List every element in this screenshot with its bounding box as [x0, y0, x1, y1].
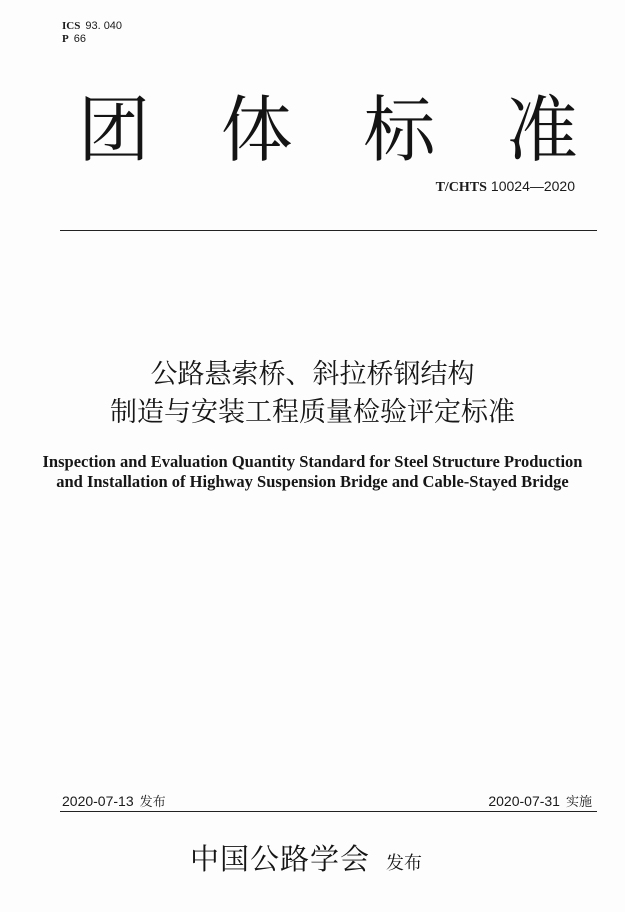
standard-number — [436, 178, 575, 196]
title-char: 标 — [363, 88, 436, 172]
english-title-line-1: Inspection and Evaluation Quantity Standard for Steel Structure Production — [42, 452, 583, 471]
bottom-divider — [60, 811, 597, 812]
issue-date-value: 2020-07-13 — [62, 793, 134, 809]
implementation-date-label: 实施 — [565, 795, 592, 810]
publisher-action: 发布 — [386, 853, 423, 874]
ics-label: ICS — [62, 20, 81, 32]
top-divider — [60, 230, 597, 231]
ccs-label: P — [62, 33, 69, 45]
title-char: 体 — [220, 88, 293, 172]
issue-date-label: 发布 — [139, 795, 166, 810]
publisher — [190, 840, 422, 878]
issue-date — [62, 792, 166, 812]
chinese-title-line-1: 公路悬索桥、斜拉桥钢结构 — [150, 359, 475, 390]
ics-value: 93. 040 — [85, 20, 123, 32]
title-char: 团 — [78, 88, 151, 172]
publisher-name: 中国公路学会 — [190, 842, 371, 876]
standard-type-title — [78, 90, 578, 170]
standard-number-prefix: T/CHTS — [435, 180, 487, 195]
classification-block — [62, 20, 122, 46]
ccs-code — [62, 33, 122, 46]
implementation-date-value: 2020-07-31 — [488, 793, 560, 809]
chinese-title-line-2: 制造与安装工程质量检验评定标准 — [110, 397, 515, 428]
implementation-date — [488, 792, 592, 812]
english-title-line-2: and Installation of Highway Suspension Bridge and Cable-Stayed Bridge — [56, 472, 569, 491]
ics-code — [62, 20, 122, 33]
standard-number-value: 10024—2020 — [490, 178, 575, 194]
title-char: 准 — [505, 88, 578, 172]
ccs-value: 66 — [73, 33, 86, 45]
